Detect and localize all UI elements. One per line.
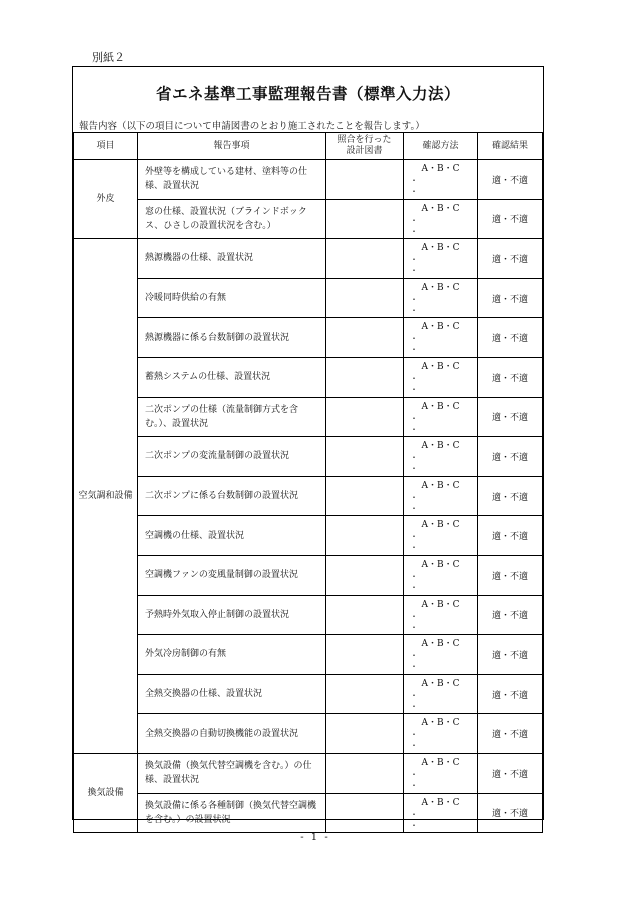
drawings-cell[interactable] xyxy=(326,595,404,635)
report-intro: 報告内容（以下の項目について申請図書のとおり施工されたことを報告します。） xyxy=(79,121,425,132)
method-bullet: ・ xyxy=(410,622,418,632)
drawings-cell[interactable] xyxy=(326,160,404,200)
report-item: 全熱交換器の自動切換機能の設置状況 xyxy=(138,714,326,754)
method-bullet: ・ xyxy=(410,345,418,355)
result-options[interactable]: 適・不適 xyxy=(478,595,543,635)
table-row xyxy=(74,199,543,239)
method-cell[interactable] xyxy=(404,278,478,318)
table-row xyxy=(74,516,543,556)
method-bullet: ・ xyxy=(410,820,418,830)
result-options[interactable]: 適・不適 xyxy=(478,714,543,754)
table-row xyxy=(74,555,543,595)
table-row xyxy=(74,635,543,675)
result-options[interactable]: 適・不適 xyxy=(478,753,543,793)
result-options[interactable]: 適・不適 xyxy=(478,674,543,714)
drawings-cell[interactable] xyxy=(326,635,404,675)
method-options: A・B・C xyxy=(421,599,460,610)
category-cell: 外皮 xyxy=(74,160,138,239)
method-cell[interactable] xyxy=(404,674,478,714)
method-bullet: ・ xyxy=(410,741,418,751)
method-bullet: ・ xyxy=(410,334,418,344)
report-item: 二次ポンプに係る台数制御の設置状況 xyxy=(138,476,326,516)
method-cell[interactable] xyxy=(404,516,478,556)
method-bullet: ・ xyxy=(410,384,418,394)
report-item: 外気冷房制御の有無 xyxy=(138,635,326,675)
report-item: 空調機の仕様、設置状況 xyxy=(138,516,326,556)
method-bullet: ・ xyxy=(410,701,418,711)
method-bullet: ・ xyxy=(410,294,418,304)
method-cell[interactable] xyxy=(404,357,478,397)
table-row xyxy=(74,318,543,358)
drawings-cell[interactable] xyxy=(326,753,404,793)
method-bullet: ・ xyxy=(410,503,418,513)
header-item: 報告事項 xyxy=(138,133,326,160)
header-drawings: 照合を行った 設計図書 xyxy=(326,133,404,160)
table-row xyxy=(74,357,543,397)
table-row xyxy=(74,674,543,714)
method-options: A・B・C xyxy=(421,757,460,768)
method-bullet: ・ xyxy=(410,373,418,383)
report-item: 換気設備に係る各種制御（換気代替空調機を含む。）の設置状況 xyxy=(138,793,326,833)
method-bullet: ・ xyxy=(410,413,418,423)
drawings-cell[interactable] xyxy=(326,318,404,358)
drawings-cell[interactable] xyxy=(326,278,404,318)
table-row xyxy=(74,397,543,437)
result-options[interactable]: 適・不適 xyxy=(478,516,543,556)
method-bullet: ・ xyxy=(410,453,418,463)
result-options[interactable]: 適・不適 xyxy=(478,278,543,318)
method-bullet: ・ xyxy=(410,809,418,819)
method-cell[interactable] xyxy=(404,476,478,516)
result-options[interactable]: 適・不適 xyxy=(478,239,543,279)
result-options[interactable]: 適・不適 xyxy=(478,160,543,200)
drawings-cell[interactable] xyxy=(326,397,404,437)
drawings-cell[interactable] xyxy=(326,437,404,477)
table-row xyxy=(74,714,543,754)
result-options[interactable]: 適・不適 xyxy=(478,199,543,239)
result-options[interactable]: 適・不適 xyxy=(478,318,543,358)
drawings-cell[interactable] xyxy=(326,555,404,595)
method-bullet: ・ xyxy=(410,424,418,434)
drawings-cell[interactable] xyxy=(326,674,404,714)
drawings-cell[interactable] xyxy=(326,199,404,239)
header-result: 確認結果 xyxy=(478,133,543,160)
method-options: A・B・C xyxy=(421,441,460,452)
report-item: 二次ポンプの仕様（流量制御方式を含む。）、設置状況 xyxy=(138,397,326,437)
method-bullet: ・ xyxy=(410,611,418,621)
report-body xyxy=(74,160,543,833)
method-cell[interactable] xyxy=(404,239,478,279)
method-options: A・B・C xyxy=(421,718,460,729)
result-options[interactable]: 適・不適 xyxy=(478,357,543,397)
report-item: 全熱交換器の仕様、設置状況 xyxy=(138,674,326,714)
report-item: 熱源機器に係る台数制御の設置状況 xyxy=(138,318,326,358)
method-options: A・B・C xyxy=(421,282,460,293)
method-bullet: ・ xyxy=(410,255,418,265)
method-cell[interactable] xyxy=(404,318,478,358)
method-options: A・B・C xyxy=(421,401,460,412)
method-options: A・B・C xyxy=(421,559,460,570)
report-item: 熱源機器の仕様、設置状況 xyxy=(138,239,326,279)
method-options: A・B・C xyxy=(421,322,460,333)
result-options[interactable]: 適・不適 xyxy=(478,555,543,595)
drawings-cell[interactable] xyxy=(326,476,404,516)
drawings-cell[interactable] xyxy=(326,793,404,833)
method-bullet: ・ xyxy=(410,532,418,542)
method-bullet: ・ xyxy=(410,215,418,225)
report-item: 外壁等を構成している建材、塗料等の仕様、設置状況 xyxy=(138,160,326,200)
method-bullet: ・ xyxy=(410,226,418,236)
table-row xyxy=(74,278,543,318)
method-options: A・B・C xyxy=(421,203,460,214)
method-cell[interactable] xyxy=(404,635,478,675)
header-method: 確認方法 xyxy=(404,133,478,160)
method-options: A・B・C xyxy=(421,520,460,531)
table-row xyxy=(74,753,543,793)
category-cell: 換気設備 xyxy=(74,753,138,832)
method-bullet: ・ xyxy=(410,187,418,196)
method-cell[interactable] xyxy=(404,714,478,754)
method-options: A・B・C xyxy=(421,639,460,650)
method-bullet: ・ xyxy=(410,662,418,672)
method-bullet: ・ xyxy=(410,492,418,502)
method-bullet: ・ xyxy=(410,780,418,790)
category-cell: 空気調和設備 xyxy=(74,239,138,754)
drawings-cell[interactable] xyxy=(326,516,404,556)
method-options: A・B・C xyxy=(421,678,460,689)
report-item: 換気設備（換気代替空調機を含む。）の仕様、設置状況 xyxy=(138,753,326,793)
report-item: 冷暖同時供給の有無 xyxy=(138,278,326,318)
result-options[interactable]: 適・不適 xyxy=(478,476,543,516)
method-bullet: ・ xyxy=(410,730,418,740)
method-cell[interactable] xyxy=(404,397,478,437)
report-frame xyxy=(72,66,544,830)
report-table xyxy=(73,132,543,833)
table-row xyxy=(74,595,543,635)
method-cell[interactable] xyxy=(404,793,478,833)
method-bullet: ・ xyxy=(410,543,418,553)
method-bullet: ・ xyxy=(410,176,418,185)
header-row xyxy=(74,133,543,160)
method-options: A・B・C xyxy=(421,243,460,254)
method-cell[interactable] xyxy=(404,595,478,635)
drawings-cell[interactable] xyxy=(326,357,404,397)
table-row xyxy=(74,160,543,200)
result-options[interactable]: 適・不適 xyxy=(478,397,543,437)
header-category: 項目 xyxy=(74,133,138,160)
method-options: A・B・C xyxy=(421,164,460,174)
method-bullet: ・ xyxy=(410,769,418,779)
report-item: 空調機ファンの変風量制御の設置状況 xyxy=(138,555,326,595)
method-bullet: ・ xyxy=(410,582,418,592)
method-options: A・B・C xyxy=(421,797,460,808)
result-options[interactable]: 適・不適 xyxy=(478,635,543,675)
result-options[interactable]: 適・不適 xyxy=(478,793,543,833)
report-item: 窓の仕様、設置状況（ブラインドボックス、ひさしの設置状況を含む。） xyxy=(138,199,326,239)
method-cell[interactable] xyxy=(404,753,478,793)
page-number: - 1 - xyxy=(300,832,330,843)
method-bullet: ・ xyxy=(410,305,418,315)
report-item: 二次ポンプの変流量制御の設置状況 xyxy=(138,437,326,477)
method-options: A・B・C xyxy=(421,361,460,372)
table-row xyxy=(74,476,543,516)
method-bullet: ・ xyxy=(410,464,418,474)
drawings-cell[interactable] xyxy=(326,714,404,754)
method-bullet: ・ xyxy=(410,651,418,661)
method-bullet: ・ xyxy=(410,266,418,276)
drawings-cell[interactable] xyxy=(326,239,404,279)
method-cell[interactable] xyxy=(404,160,478,200)
method-options: A・B・C xyxy=(421,480,460,491)
report-item: 予熱時外気取入停止制御の設置状況 xyxy=(138,595,326,635)
annex-label: 別紙２ xyxy=(92,51,125,64)
result-options[interactable]: 適・不適 xyxy=(478,437,543,477)
method-cell[interactable] xyxy=(404,437,478,477)
document-title: 省エネ基準工事監理報告書（標準入力法） xyxy=(155,84,460,103)
table-row xyxy=(74,437,543,477)
method-cell[interactable] xyxy=(404,199,478,239)
report-item: 蓄熱システムの仕様、設置状況 xyxy=(138,357,326,397)
table-row xyxy=(74,239,543,279)
method-bullet: ・ xyxy=(410,690,418,700)
method-bullet: ・ xyxy=(410,571,418,581)
table-row xyxy=(74,793,543,833)
method-cell[interactable] xyxy=(404,555,478,595)
